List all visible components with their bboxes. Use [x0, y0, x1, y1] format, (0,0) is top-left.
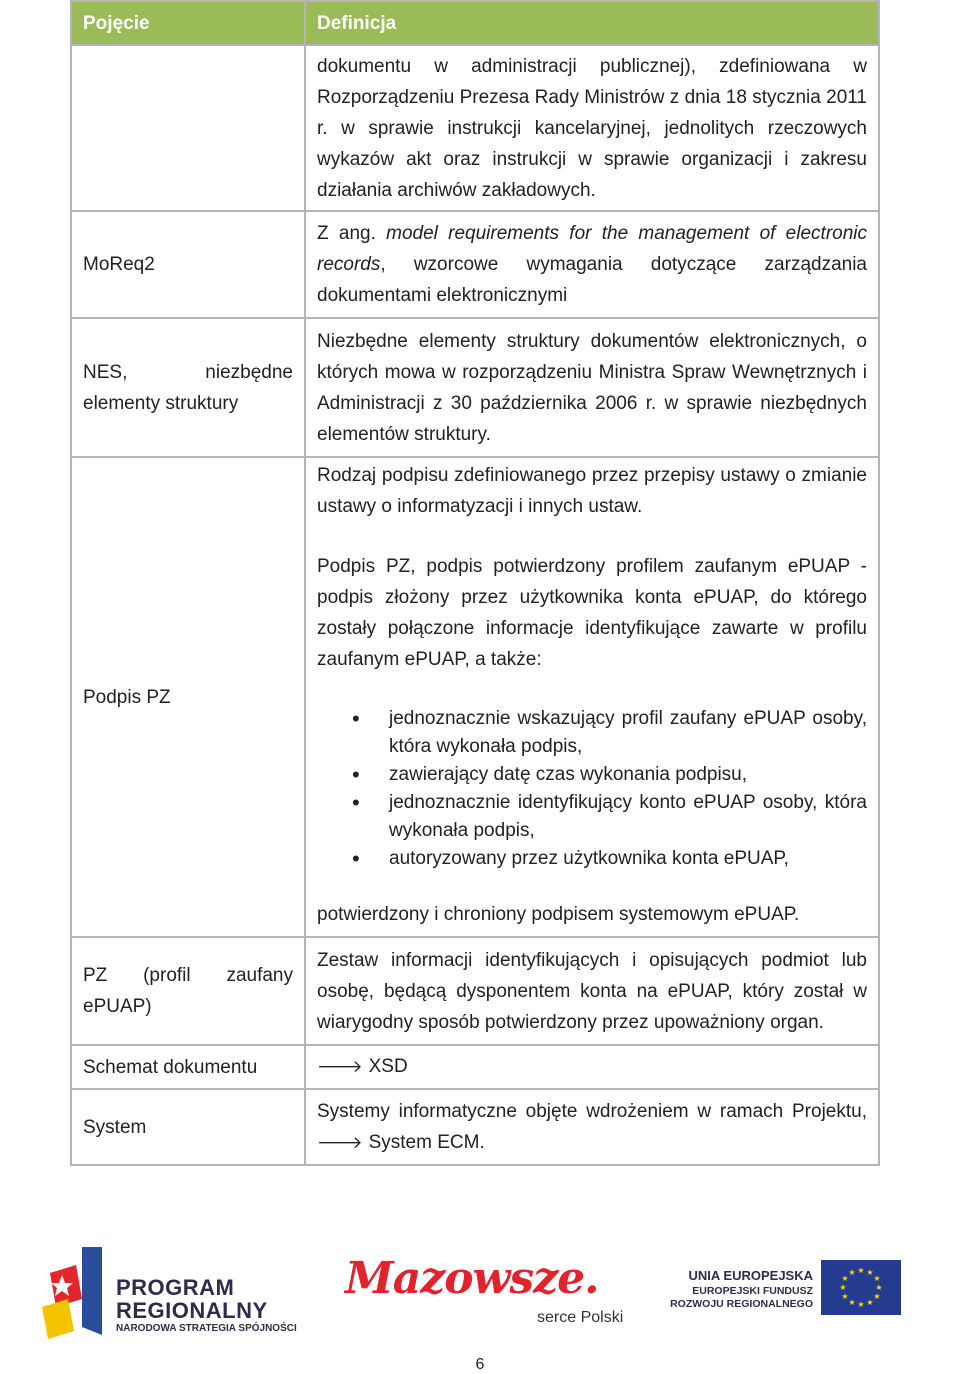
- svg-text:★: ★: [857, 1300, 865, 1309]
- definition-cell: [305, 211, 879, 318]
- svg-text:★: ★: [873, 1292, 881, 1301]
- header-term: Pojęcie: [71, 1, 305, 45]
- svg-text:★: ★: [873, 1274, 881, 1283]
- definition-text: Zestaw informacji identyfikujących i opisujących podmiot lub osobę, będącą dysponentem konta na ePUAP, który został w wiarygodny sposób potwierdzony przez upoważniony organ.: [317, 949, 867, 1033]
- definition-cell: [305, 318, 879, 457]
- svg-text:★: ★: [866, 1268, 874, 1277]
- svg-text:★: ★: [857, 1266, 865, 1275]
- definition-suffix: , wzorcowe wymagania dotyczące zarządzania dokumentami elektronicznymi: [317, 254, 867, 306]
- definition-prefix: Z ang.: [317, 223, 387, 244]
- table-row: [71, 45, 879, 211]
- program-regionalny-logo: [42, 1245, 312, 1340]
- eu-line-2: EUROPEJSKI FUNDUSZ: [692, 1285, 813, 1297]
- svg-text:★: ★: [841, 1274, 849, 1283]
- arrow-right-icon: 🡒: [317, 1057, 363, 1077]
- definition-cell: [305, 1089, 879, 1165]
- svg-text:★: ★: [866, 1298, 874, 1307]
- term-cell: MoReq2: [71, 211, 305, 318]
- term-cell: PZ (profil zaufany ePUAP): [71, 937, 305, 1045]
- definition-bullet-list: [317, 705, 867, 873]
- header-definition: Definicja: [305, 1, 879, 45]
- list-item: • jednoznacznie identyfikujący konto ePUAP osoby, która wykonała podpis,: [389, 789, 867, 845]
- table-row: [71, 1089, 879, 1165]
- definition-text: dokumentu w administracji publicznej), zdefiniowana w Rozporządzeniu Prezesa Rady Ministrów z dnia 18 stycznia 2011 r. w sprawie instrukcji kancelaryjnej, jednolitych rzeczowych wykazów akt oraz instrukcji w sprawie organizacji i zakresu działania archiwów zakładowych.: [317, 55, 867, 201]
- term-cell: [71, 45, 305, 211]
- eu-line-3: ROZWOJU REGIONALNEGO: [670, 1298, 813, 1310]
- eu-logo: [665, 1260, 905, 1320]
- eu-line-1: UNIA EUROPEJSKA: [688, 1268, 813, 1283]
- list-item: • autoryzowany przez użytkownika konta ePUAP,: [389, 845, 867, 873]
- svg-text:★: ★: [875, 1283, 883, 1292]
- definition-prefix: Systemy informatyczne objęte wdrożeniem w ramach Projektu,: [317, 1100, 867, 1122]
- table-row: [71, 211, 879, 318]
- program-line-2: REGIONALNY: [116, 1298, 268, 1323]
- term-cell: Podpis PZ: [71, 457, 305, 937]
- list-item: • zawierający datę czas wykonania podpisu,: [389, 761, 867, 789]
- footer-logos: [0, 1235, 960, 1345]
- definition-paragraph-3: potwierdzony i chroniony podpisem systemowym ePUAP.: [317, 904, 800, 925]
- mazowsze-logo: [345, 1253, 630, 1333]
- table-row: [71, 457, 879, 937]
- table-row: [71, 1045, 879, 1089]
- page-number: 6: [475, 1356, 485, 1373]
- term-cell: NES, niezbędne elementy struktury: [71, 318, 305, 457]
- table-header-row: [71, 1, 879, 45]
- definition-cell: [305, 1045, 879, 1089]
- definition-suffix: System ECM.: [368, 1131, 485, 1153]
- program-line-1: PROGRAM: [116, 1275, 235, 1300]
- svg-text:★: ★: [848, 1268, 856, 1277]
- definition-text: XSD: [368, 1056, 408, 1077]
- definition-english-term: model requirements for the management of electronic records: [317, 223, 867, 275]
- definition-cell: [305, 457, 879, 937]
- svg-text:★: ★: [841, 1292, 849, 1301]
- definition-text: Niezbędne elementy struktury dokumentów elektronicznych, o których mowa w rozporządzeniu Ministra Spraw Wewnętrznych i Administracji z 30 października 2006 r. w sprawie niezbędnych elementów struktury.: [317, 330, 867, 445]
- svg-text:★: ★: [848, 1298, 856, 1307]
- definition-paragraph-1: Rodzaj podpisu zdefiniowanego przez przepisy ustawy o zmianie ustawy o informatyzacji i innych ustaw.: [317, 465, 867, 517]
- program-regionalny-mark-icon: [42, 1245, 110, 1340]
- svg-text:★: ★: [839, 1283, 847, 1292]
- eu-flag-icon: [821, 1260, 901, 1315]
- mazowsze-wordmark: Mazowsze.: [345, 1253, 599, 1304]
- term-cell: System: [71, 1089, 305, 1165]
- table-row: [71, 937, 879, 1045]
- program-line-3: NARODOWA STRATEGIA SPÓJNOŚCI: [116, 1323, 297, 1334]
- table-row: [71, 318, 879, 457]
- definition-cell: [305, 937, 879, 1045]
- arrow-right-icon: 🡒: [317, 1132, 363, 1153]
- glossary-table: [70, 0, 880, 1166]
- mazowsze-tagline: serce Polski: [537, 1309, 624, 1326]
- term-cell: Schemat dokumentu: [71, 1045, 305, 1089]
- list-item: • jednoznacznie wskazujący profil zaufany ePUAP osoby, która wykonała podpis,: [389, 705, 867, 761]
- definition-paragraph-2: Podpis PZ, podpis potwierdzony profilem zaufanym ePUAP - podpis złożony przez użytkownika konta ePUAP, do którego zostały połączone informacje identyfikujące zawarte w profilu zaufanym ePUAP, a także:: [317, 556, 867, 670]
- definition-cell: [305, 45, 879, 211]
